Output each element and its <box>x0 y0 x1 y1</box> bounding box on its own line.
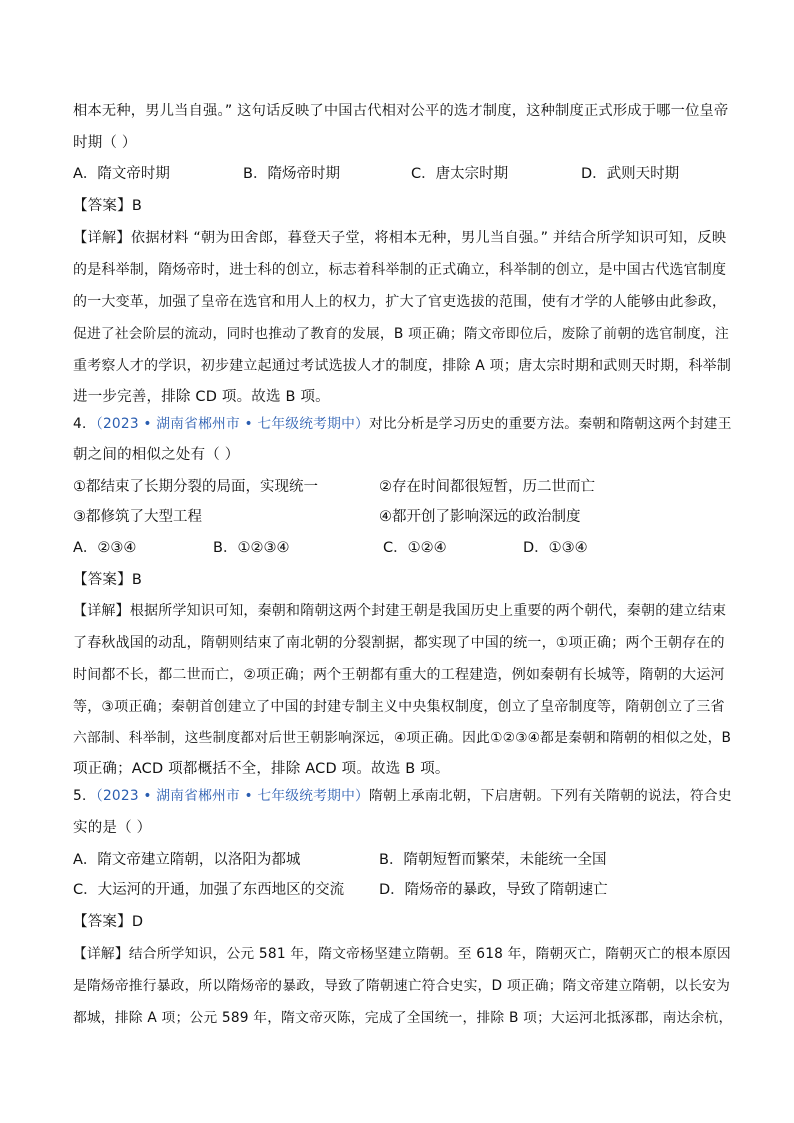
q4-stem-line1: 4．（2023 • 湖南省郴州市 • 七年级统考期中）对比分析是学习历史的重要方法。秦朝和隋朝这两个封建王 <box>73 416 732 432</box>
question-number: 4． <box>73 416 96 432</box>
answer-label: 答案 <box>87 198 118 214</box>
q5-answer: 【答案】D <box>73 914 144 930</box>
q4-detail-line4: 等，③项正确；秦朝首创建立了中国的封建专制主义中央集权制度，创立了皇帝制度等，隋朝创立了三省 <box>73 699 725 715</box>
q4-detail-line2: 了春秋战国的动乱，隋朝则结束了南北朝的分裂割据，都实现了中国的统一，①项正确；两个王朝存在的 <box>73 635 725 651</box>
answer-label: 答案 <box>87 572 118 588</box>
q4-answer: 【答案】B <box>73 572 142 588</box>
q3-detail-line4: 促进了社会阶层的流动，同时也推动了教育的发展，B 项正确；隋文帝即位后，废除了前朝的选官制度，注 <box>73 326 729 342</box>
q3-option-d: D．武则天时期 <box>581 166 680 182</box>
answer-value: D <box>131 914 144 930</box>
q3-option-b: B．隋炀帝时期 <box>243 166 340 182</box>
q5-detail-line2: 是隋炀帝推行暴政，所以隋炀帝的暴政，导致了隋朝速亡符合史实，D 项正确；隋文帝建立隋朝，以长安为 <box>73 978 731 994</box>
q4-option-b: B．①②③④ <box>213 540 290 556</box>
q5-stem-line2: 实的是（ ） <box>73 820 152 836</box>
question-number: 5． <box>73 788 96 804</box>
q3-stem-line1: 相本无种，男儿当自强。” 这句话反映了中国古代相对公平的选才制度，这种制度正式形成于哪一位皇帝 <box>73 103 729 119</box>
q4-statement-2: ②存在时间都很短暂，历二世而亡 <box>379 479 595 495</box>
q4-option-a: A．②③④ <box>73 540 137 556</box>
detail-label: 详解 <box>87 230 117 246</box>
q5-stem-line1: 5．（2023 • 湖南省郴州市 • 七年级统考期中）隋朝上承南北朝，下启唐朝。下列有关隋朝的说法，符合史 <box>73 788 732 804</box>
q5-option-a: A．隋文帝建立隋朝，以洛阳为都城 <box>73 852 301 868</box>
q3-detail-line6: 进一步完善，排除 CD 项。故选 B 项。 <box>73 389 330 405</box>
answer-label: 答案 <box>87 914 118 930</box>
detail-label: 详解 <box>86 946 115 962</box>
answer-value: B <box>131 572 142 588</box>
q5-option-c: C．大运河的开通，加强了东西地区的交流 <box>73 882 345 898</box>
q3-detail-line2: 的是科举制，隋炀帝时，进士科的创立，标志着科举制的正式确立，科举制的创立，是中国古代选官制度 <box>73 262 727 278</box>
q3-answer: 【答案】B <box>73 198 142 214</box>
q5-detail-line3: 都城，排除 A 项；公元 589 年，隋文帝灭陈，完成了全国统一，排除 B 项；大运河北抵涿郡，南达余杭， <box>73 1010 733 1026</box>
q4-statement-3: ③都修筑了大型工程 <box>73 509 202 525</box>
q5-option-b: B．隋朝短暂而繁荣，未能统一全国 <box>379 852 607 868</box>
q5-option-d: D．隋炀帝的暴政，导致了隋朝速亡 <box>379 882 608 898</box>
q3-stem-line2: 时期（ ） <box>73 135 137 151</box>
q4-statement-1: ①都结束了长期分裂的局面，实现统一 <box>73 479 318 495</box>
question-source: （2023 • 湖南省郴州市 • 七年级统考期中） <box>95 788 369 804</box>
q3-option-c: C．唐太宗时期 <box>411 166 509 182</box>
q4-stem-line2: 朝之间的相似之处有（ ） <box>73 447 240 463</box>
q4-detail-line5: 六部制、科举制，这些制度都对后世王朝影响深远，④项正确。因此①②③④都是秦朝和隋朝的相似之处，B <box>73 730 732 746</box>
q3-detail-line3: 的一大变革，加强了皇帝在选官和用人上的权力，扩大了官吏选拔的范围，使有才学的人能够由此参政， <box>73 294 727 310</box>
q3-detail-line1: 【详解】依据材料 “朝为田舍郎，暮登天子堂，将相本无种，男儿当自强。” 并结合所学知识可知，反映 <box>73 230 727 246</box>
q4-option-d: D．①③④ <box>523 540 588 556</box>
q3-option-a: A．隋文帝时期 <box>73 166 170 182</box>
question-source: （2023 • 湖南省郴州市 • 七年级统考期中） <box>95 416 369 432</box>
detail-label: 详解 <box>87 603 116 619</box>
q4-option-c: C．①②④ <box>383 540 447 556</box>
q5-detail-line1: 【详解】结合所学知识，公元 581 年，隋文帝杨坚建立隋朝。至 618 年，隋朝灭亡，隋朝灭亡的根本原因 <box>73 946 731 962</box>
q4-detail-line6: 项正确；ACD 项都概括不全，排除 ACD 项。故选 B 项。 <box>73 761 450 777</box>
answer-value: B <box>131 198 142 214</box>
q4-detail-line3: 时间都不长，都二世而亡，②项正确；两个王朝都有重大的工程建造，例如秦朝有长城等，隋朝的大运河 <box>73 667 725 683</box>
q4-detail-line1: 【详解】根据所学知识可知，秦朝和隋朝这两个封建王朝是我国历史上重要的两个朝代，秦朝的建立结束 <box>73 603 727 619</box>
q4-statement-4: ④都开创了影响深远的政治制度 <box>379 509 581 525</box>
q3-detail-line5: 重考察人才的学识，初步建立起通过考试选拔人才的制度，排除 A 项；唐太宗时期和武则天时期，科举制 <box>73 358 732 374</box>
